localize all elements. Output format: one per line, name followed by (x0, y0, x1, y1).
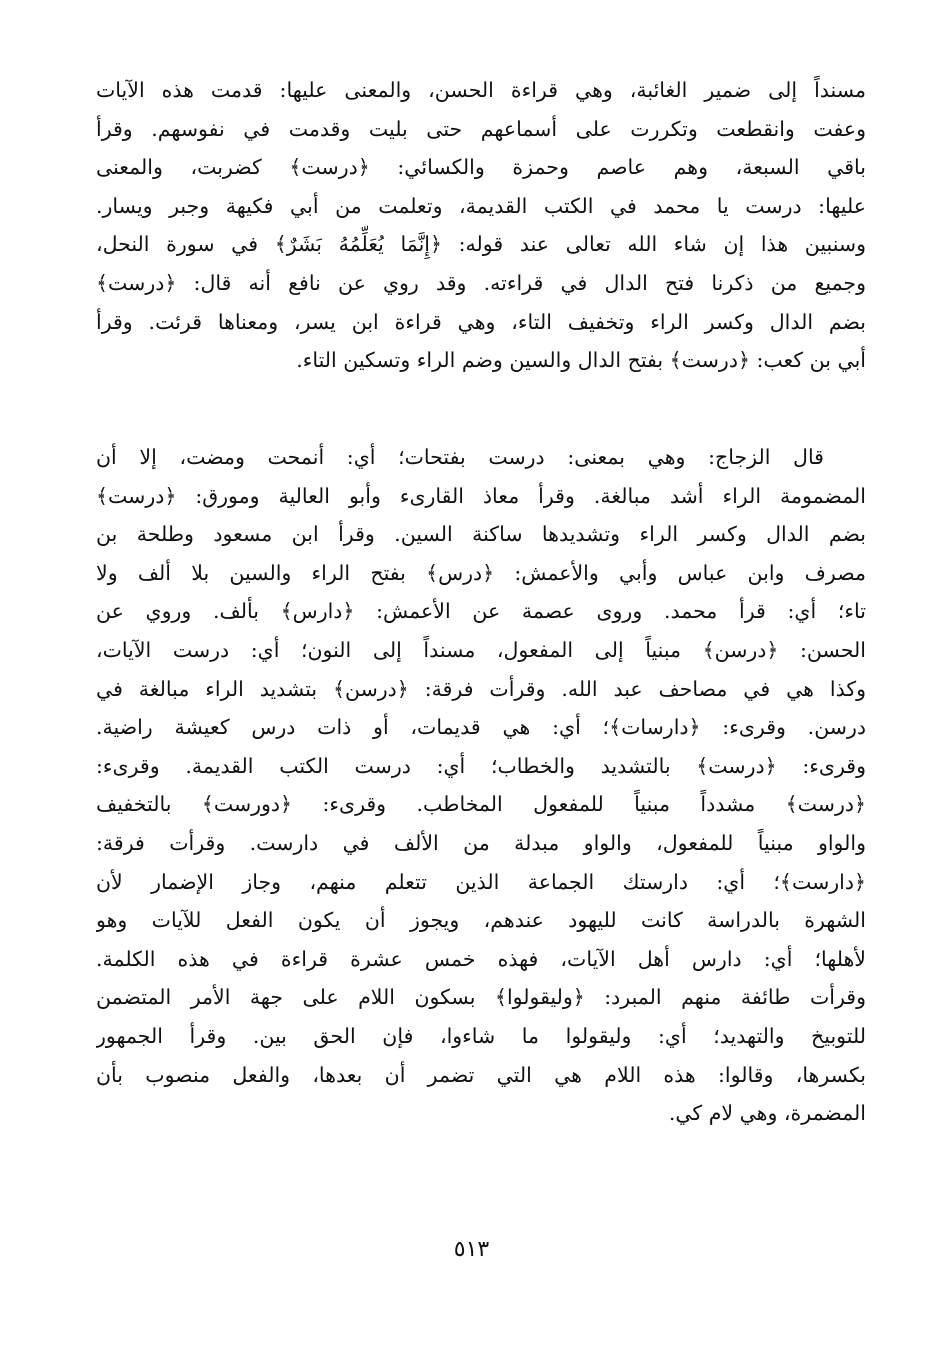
text-line: ﴿درست﴾ مشدداً مبنياً للمفعول المخاطب. وقرىء: ﴿دورست﴾ بالتخفيف (96, 792, 866, 817)
text-line: أبي بن كعب: ﴿درست﴾ بفتح الدال والسين وضم الراء وتسكين التاء. (296, 348, 866, 373)
text-line: بكسرها، وقالوا: هذه اللام هي التي تضمر أن بعدها، والفعل منصوب بأن (96, 1062, 866, 1087)
text-line: للتوبيخ والتهديد؛ أي: وليقولوا ما شاءوا، فإن الحق بين. وقرأ الجمهور (96, 1023, 866, 1048)
text-line: المضمرة، وهي لام كي. (668, 1101, 866, 1126)
text-line: قال الزجاج: وهي بمعنى: درست بفتحات؛ أي: أنمحت ومضت، إلا أن (96, 445, 824, 469)
text-line: وقرأت طائفة منهم المبرد: ﴿وليقولوا﴾ بسكون اللام على جهة الأمر المتضمن (96, 985, 866, 1010)
paragraph-2 (96, 438, 866, 1133)
text-line: الشهرة بالدراسة كانت لليهود عندهم، ويجوز أن يكون الفعل للآيات وهو (96, 908, 866, 933)
text-line: وسنبين هذا إن شاء الله تعالى عند قوله: ﴿إِنَّمَا يُعَلِّمُهُ بَشَرٌ﴾ في سورة النحل، (96, 232, 866, 257)
text-line: والواو مبنياً للمفعول، والواو مبدلة من الألف في دارست. وقرأت فرقة: (96, 830, 866, 855)
text-line: تاء؛ أي: قرأ محمد. وروى عصمة عن الأعمش: ﴿دارس﴾ بألف. وروي عن (96, 599, 866, 624)
text-line: وكذا هي في مصاحف عبد الله. وقرأت فرقة: ﴿درسن﴾ بتشديد الراء مبالغة في (96, 676, 866, 701)
text-line: لأهلها؛ أي: دارس أهل الآيات، فهذه خمس عشرة قراءة في هذه الكلمة. (96, 946, 866, 971)
text-line: باقي السبعة، وهم عاصم وحمزة والكسائي: ﴿درست﴾ كضربت، والمعنى (96, 155, 866, 180)
text-line: مصرف وابن عباس وأبي والأعمش: ﴿درس﴾ بفتح الراء والسين بلا ألف ولا (96, 560, 866, 585)
text-line: مسنداً إلى ضمير الغائبة، وهي قراءة الحسن، والمعنى عليها: قدمت هذه الآيات (96, 78, 866, 102)
text-line: وجميع من ذكرنا فتح الدال في قراءته. وقد روي عن نافع أنه قال: ﴿درست﴾ (96, 270, 866, 295)
text-line: ﴿دارست﴾؛ أي: دارستك الجماعة الذين تتعلم منهم، وجاز الإضمار لأن (96, 869, 866, 894)
paragraph-1 (96, 71, 866, 380)
text-line: الحسن: ﴿درسن﴾ مبنياً إلى المفعول، مسنداً إلى النون؛ أي: درست الآيات، (96, 637, 866, 662)
text-line: درسن. وقرىء: ﴿دارسات﴾؛ أي: هي قديمات، أو ذات درس كعيشة راضية. (96, 715, 866, 740)
text-line: وعفت وانقطعت وتكررت على أسماعهم حتى بليت وقدمت في نفوسهم. وقرأ (96, 116, 866, 141)
text-line: وقرىء: ﴿درست﴾ بالتشديد والخطاب؛ أي: درست الكتب القديمة. وقرىء: (96, 753, 866, 778)
text-line: بضم الدال وكسر الراء وتشديدها ساكنة السين. وقرأ ابن مسعود وطلحة بن (96, 522, 866, 547)
text-line: عليها: درست يا محمد في الكتب القديمة، وتعلمت من أبي فكيهة وجبر ويسار. (96, 193, 866, 218)
text-line: بضم الدال وكسر الراء وتخفيف التاء، وهي قراءة ابن يسر، ومعناها قرئت. وقرأ (96, 309, 866, 334)
page-number: ٥١٣ (453, 1237, 490, 1262)
text-line: المضمومة الراء أشد مبالغة. وقرأ معاذ القارىء وأبو العالية ومورق: ﴿درست﴾ (96, 483, 866, 508)
